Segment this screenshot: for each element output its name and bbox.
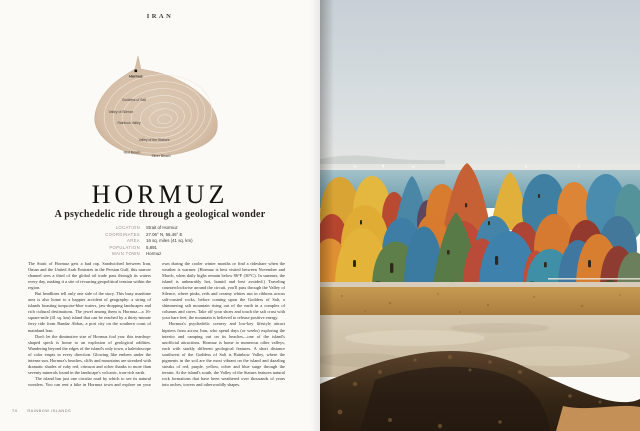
fact-row-coordinates [55,232,270,237]
fact-block [55,225,270,258]
page-subtitle: A psychedelic ride through a geological wonder [54,209,266,220]
map-label-valley-of-silence: Valley of Silence [108,110,134,114]
page-footer [12,408,71,413]
map-label-rainbow-valley: Rainbow Valley [117,121,141,125]
paragraph: The Strait of Hormuz gets a bad rap. Sandwiched between Iran, Oman and the United Arab Emirates in the Persian Gulf, this narrow channel sees a third of the global oil trade pass through its waters every day, making it a site of recurring geopolitical tension within the region. [28,261,151,291]
fact-label: POPULATION [109,244,140,250]
fact-value: 16 sq. miles (41 sq. km) [146,238,193,244]
fact-value: Strait of Hormuz [146,225,178,230]
lit-sand-right [556,406,640,431]
running-title: RAINBOW ISLANDS [27,408,72,413]
rainbow-domes-photo [320,0,640,431]
island-map-svg [88,56,230,170]
page-number: 74 [12,408,18,413]
paragraph: Don't let the diminutive size of Hormuz fool you: this teardrop-shaped speck is home to an explosion of geological oddities. Wandering beyond the edges of the island's only town, a kaleidoscope of color erupts in every direction. Glowing like embers under the intense sun, Hormuz's beaches, cliffs and mountains are streaked with dramatic shades of ruby red, crimson and ocher thanks to more than seventy minerals found in the landscape's volcanic, iron-rich earth. [28,333,151,375]
right-page-photo [320,0,640,431]
fact-label: AREA [126,238,140,244]
ochre-ground [320,287,640,317]
island-map [88,56,230,170]
paragraph: Hormuz's psychedelic scenery and low-key lifestyle attract hipsters from across Iran, who spend days (or weeks) exploring the interior and camping out on its beaches—one of the island's unofficial attractions. Hormuz is home to numerous other valleys, each with starkly different geological features. A short distance southwest of the Goddess of Salt is Rainbow Valley, where the pigments in the soil are the most vibrant on the island and dazzling streaks of red, purple, yellow, ocher and blue surge through the terrain. At the island's south, the Valley of the Statues features natural rock formations that have been weathered over thousands of years into arches, towers and otherworldly shapes. [162,321,285,387]
country-header: IRAN [146,13,174,20]
fact-label: COORDINATES [105,231,140,237]
fact-row-area [55,238,270,243]
map-label-goddess-of-salt: Goddess of Salt [121,98,147,102]
sky [320,0,640,176]
paragraph: But headlines tell only one side of the story. This busy maritime area is also home to a happier accident of geography: a string of islands boasting turquoise-blue waters, jaw-dropping landscapes and rich cultural destinations. The jewel among them is Hormuz—a 16-square-mile (41 sq. km) island that can be reached by a thirty-minute ferry ride from Bandar Abbas, a port city on the southern coast of mainland Iran. [28,291,151,333]
paragraph: The island has just one circular road by which to see its natural wonders. You can rent a bike in Hormuz town and explore on your own during the cooler winter months or find a rideshare when the weather is warmer. (Hormuz is best visited between November and March, when daily highs remain below 86°F (30°C). In summer, the island is unbearably hot, humid and best avoided.) Traveling counterclockwise around the circuit, you'll pass through the Valley of Silence, where pinks, reds and creamy whites run in ribbons across salt-crusted rocks, before coming upon the Goddess of Salt, a shimmering salt mountain rising out of the earth in a complex of columns and caves. Take off your shoes and touch the salt crust with your bare feet; the mountain is believed to release positive energy. [28,261,285,387]
fact-row-location [55,225,270,230]
fact-value: Hormuz [146,251,162,257]
fact-value: 5,891 [146,244,157,250]
map-label-silver-beach: Silver Beach [151,154,171,158]
fact-row-population [55,245,270,250]
spread-gutter-shadow [320,0,334,431]
fact-label: MAIN TOWN [112,251,140,257]
article-body [28,261,285,403]
map-label-town: Hormuz [129,74,143,79]
page-title: HORMUZ [91,180,229,209]
town-marker [135,70,138,73]
map-label-red-beach: Red Beach [123,150,141,155]
fact-row-main-town [55,251,270,256]
fact-label: LOCATION [115,225,140,230]
map-label-valley-of-the-statues: Valley of the Statues [138,138,170,142]
page-edge-shadow [310,0,320,431]
white-rail [548,278,640,280]
fact-value: 27.06° N, 56.46° E [146,231,183,237]
